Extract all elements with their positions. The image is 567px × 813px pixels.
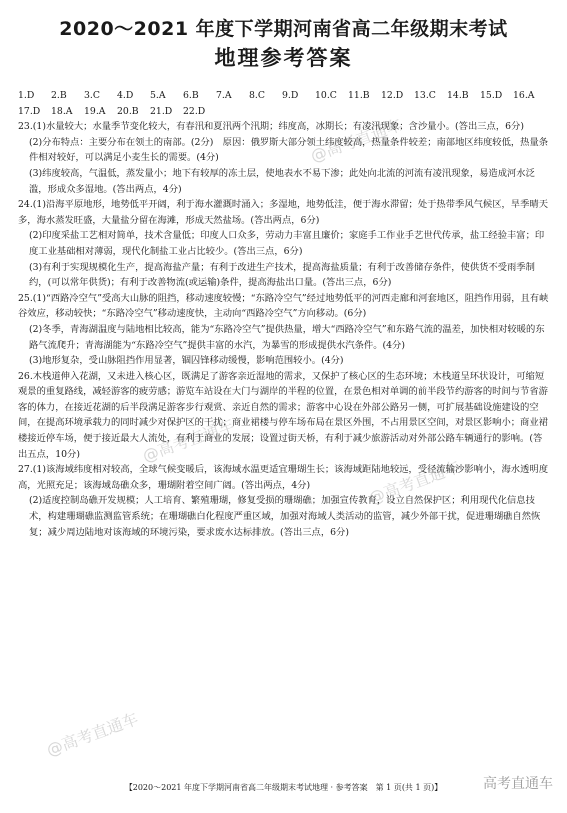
q25-part3: (3)地形复杂，受山脉阻挡作用显著，锢囚锋移动缓慢，影响范围较小。(4分) — [29, 355, 344, 367]
q27-part2: (2)适度控制岛礁开发规模；人工培育、繁殖珊瑚，修复受损的珊瑚礁；加强宣传教育，设立自然保护区；利用现代化信息技术，构建珊瑚礁监测监管系统；在珊瑚礁白化程度严重区域，加强对海域人类活动的监管，减少外部干扰，促进珊瑚礁自然恢复；减少周边陆地对该海域的环境污染，要求废水达标排放。(答出三点，6分) — [29, 495, 541, 538]
mc-answer: 2.B — [51, 90, 67, 101]
mc-answer: 1.D — [18, 90, 35, 101]
mc-answer: 19.A — [84, 105, 106, 117]
mc-answer: 17.D — [18, 105, 41, 117]
watermark: @高考直通车 — [365, 457, 463, 508]
q25-part1: 25.(1)“西路冷空气”受高大山脉的阻挡，移动速度较慢；“东路冷空气”经过地势低平的河西走廊和河套地区，阻挡作用弱，且有峡谷效应，移动较快；“东路冷空气”移动速度快，主动向“西路冷空气”方向移动。(6分) — [18, 292, 549, 320]
q24-part2: (2)印度采盐工艺相对简单，技术含量低；印度人口众多，劳动力丰富且廉价；家庭手工作业手艺世代传承，盐工经验丰富；印度工业基础相对薄弱，现代化制盐工业占比较少。(答出三点，6分) — [29, 230, 545, 257]
page-title: 2020～2021 年度下学期河南省高二年级期末考试 — [59, 18, 508, 40]
q25-part2: (2)冬季，青海湖温度与陆地相比较高，能为“东路冷空气”提供热量，增大“西路冷空气”和东路气流的温差，加快相对较暖的东路气流爬升；青海湖能为“东路冷空气”提供丰富的水汽，为暴雪的形成提供水汽条件。(4分) — [29, 323, 545, 351]
mc-answer: 20.B — [117, 105, 139, 117]
page-footer: 【2020～2021 年度下学期河南省高二年级期末考试地理 · 参考答案 第 1 页(共 1 页)】 — [124, 783, 443, 792]
publisher-logo: 高考直通车 — [483, 776, 553, 792]
multiple-choice-answers — [18, 88, 550, 119]
q23-part3: (3)纬度较高，气温低，蒸发量小；地下有较厚的冻土层，使地表水不易下渗；此处向北流的河流有凌汛现象，易造成河水泛滥，形成众多湿地。(答出两点，4分) — [29, 167, 535, 195]
page-subtitle: 地理参考答案 — [214, 46, 353, 70]
mc-answer: 6.B — [183, 90, 199, 101]
mc-answer: 16.A — [513, 90, 535, 101]
mc-answer: 3.C — [84, 90, 100, 101]
mc-answer: 21.D — [150, 105, 173, 117]
mc-answer: 8.C — [249, 90, 265, 101]
mc-answer: 12.D — [381, 90, 404, 101]
mc-answer: 7.A — [216, 90, 232, 101]
mc-answer: 4.D — [117, 90, 134, 101]
q23-part1: 23.(1)水量较大；水量季节变化较大，有春汛和夏汛两个汛期；纬度高，冰期长；有凌汛现象；含沙量小。(答出三点，6分) — [18, 121, 524, 133]
mc-answer: 11.B — [348, 90, 370, 101]
watermark: @高考直通车 — [43, 709, 141, 760]
mc-answer: 10.C — [315, 90, 337, 101]
q24-part3: (3)有利于实现规模化生产，提高海盐产量；有利于改进生产技术，提高海盐质量；有利于改善储存条件，使供货不受雨季制约，(可以常年供货)；有利于改善物流(或运输)条件，提高海盐出口量。(答出三点，6分) — [29, 261, 535, 289]
mc-answer: 13.C — [414, 90, 436, 101]
q24-part1: 24.(1)沿海平原地形，地势低平开阔，利于海水灌溉时涌入；多湿地，地势低洼，便于海水滞留；处于热带季风气候区，旱季晴天多，海水蒸发旺盛，大量盐分留在海滩，形成天然盐场。(答出两点，6分) — [18, 199, 548, 226]
q27-part1: 27.(1)该海域纬度相对较高，全球气候变暖后，该海域水温更适宜珊瑚生长；该海域距陆地较远，受径流输沙影响小，海水透明度高，光照充足；该海域岛礁众多，珊瑚附着空间广阔。(答出两点，4分) — [18, 464, 548, 491]
mc-answer: 22.D — [183, 105, 206, 117]
mc-answer: 5.A — [150, 90, 166, 101]
q26-answer: 26.木栈道伸入花湖，又未进入核心区，既满足了游客亲近湿地的需求，又保护了核心区的生态环境；木栈道呈环状设计，可缩短观景的重复路线，减轻游客的疲劳感；游览车站设在大门与湖岸的半程的位置，在景色相对单调的前半段节约游客的时间与节省游客的体力，在接近花湖的后半段满足游客步行观赏、亲近自然的需求；游客中心设在外部公路另一侧，可扩展基础设施建设的空间，在提高环境承载力的同时减少对保护区的干扰；商业裙楼与停车场布局在景区外围，不占用景区空间，对景区影响小；商业裙楼接近停车场，便于接近最大人流处，有利于商业的发展；设置过街天桥，有利于减少旅游活动对外部公路车辆通行的影响。(答出五点，10分) — [18, 370, 548, 460]
q23-part2: (2)分布特点：主要分布在领土的南部。(2分) 原因：俄罗斯大部分领土纬度较高，热量条件较差；南部地区纬度较低，热量条件相对较好，可以满足小麦生长的需要。(4分) — [29, 136, 549, 164]
mc-answer: 9.D — [282, 90, 299, 101]
mc-answer: 14.B — [447, 90, 469, 101]
watermark: @高考直通车 — [307, 115, 405, 166]
answer-content — [18, 88, 550, 540]
watermark: @高考直通车 — [139, 415, 237, 466]
mc-answer: 18.A — [51, 105, 73, 117]
mc-answer: 15.D — [480, 90, 503, 101]
